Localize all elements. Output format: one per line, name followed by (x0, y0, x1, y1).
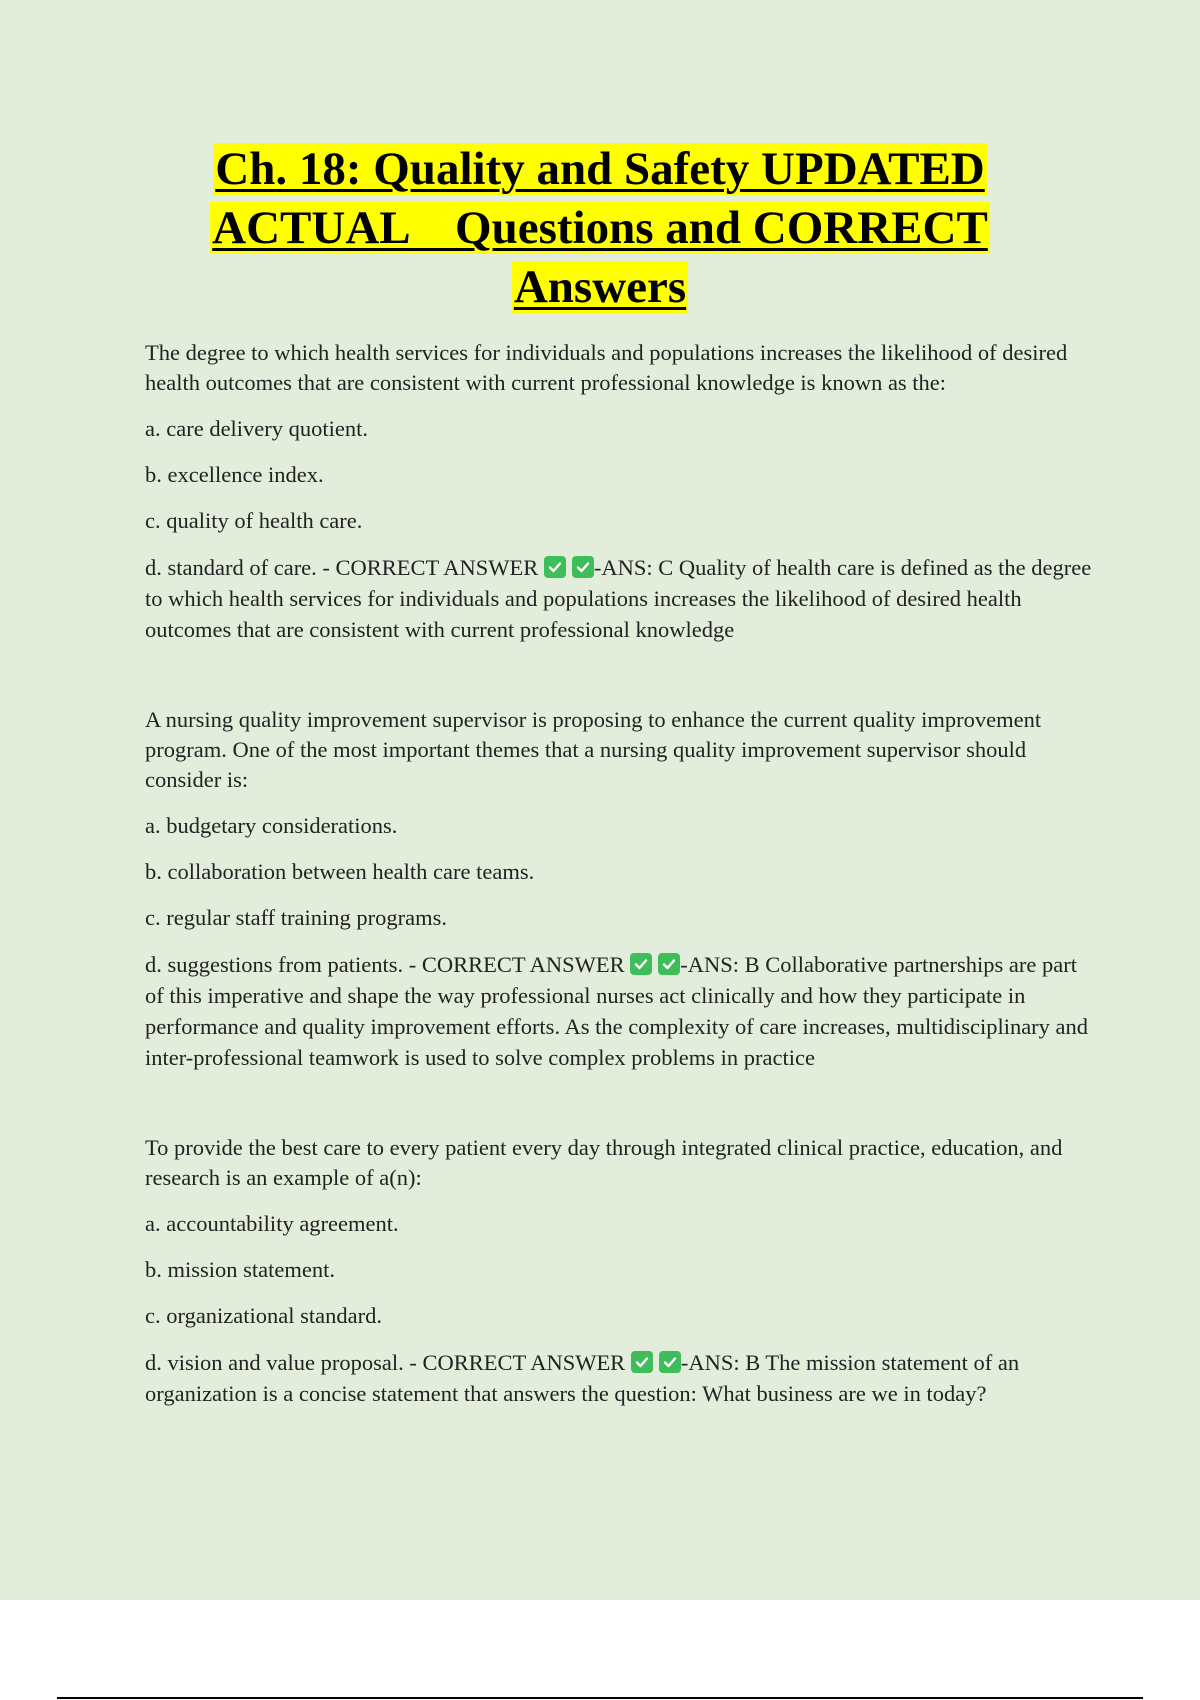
question-block (145, 338, 1095, 645)
option-d: d. standard of care. - CORRECT ANSWER (145, 555, 539, 580)
option-a: a. budgetary considerations. (145, 813, 398, 838)
title-line-2: ACTUAL Questions and CORRECT (212, 202, 988, 254)
question-stem: To provide the best care to every patient every day through integrated clinical practice, education, and research is an example of a(n): (145, 1135, 1063, 1190)
check-mark-icon (572, 556, 594, 578)
title-line-3: Answers (513, 261, 687, 313)
answer-explanation: -ANS: B The mission statement of an organization is a concise statement that answers the question: What business are we in today? (145, 1350, 1020, 1406)
title-line-1: Ch. 18: Quality and Safety UPDATED (215, 143, 985, 195)
answer-explanation: -ANS: C Quality of health care is defined as the degree to which health services for individuals and populations increases the likelihood of desired health outcomes that are consistent with current professional knowledge (145, 555, 1092, 642)
question-stem: The degree to which health services for individuals and populations increases the likelihood of desired health outcomes that are consistent with current professional knowledge is known as the: (145, 340, 1068, 395)
option-d: d. vision and value proposal. - CORRECT ANSWER (145, 1350, 626, 1375)
check-mark-icon (630, 953, 652, 975)
question-stem: A nursing quality improvement supervisor is proposing to enhance the current quality improvement program. One of the most important themes that a nursing quality improvement supervisor should consider is: (145, 707, 1042, 792)
option-d-with-answer (145, 552, 1095, 645)
check-mark-icon (631, 1351, 653, 1373)
option-d: d. suggestions from patients. - CORRECT ANSWER (145, 952, 625, 977)
option-a: a. accountability agreement. (145, 1211, 399, 1236)
option-c: c. organizational standard. (145, 1303, 382, 1328)
answer-explanation: -ANS: B Collaborative partnerships are part of this imperative and shape the way professional nurses act clinically and how they participate in performance and quality improvement efforts. As the complexity of care increases, multidisciplinary and inter-professional teamwork is used to solve complex problems in practice (145, 952, 1089, 1070)
question-block (145, 705, 1095, 1073)
check-mark-icon (659, 1351, 681, 1373)
option-a: a. care delivery quotient. (145, 416, 369, 441)
option-b: b. excellence index. (145, 462, 324, 487)
check-mark-icon (544, 556, 566, 578)
option-d-with-answer (145, 949, 1095, 1073)
questions-list (145, 338, 1095, 1469)
footer-divider (57, 1697, 1143, 1699)
check-mark-icon (658, 953, 680, 975)
option-b: b. collaboration between health care teams. (145, 859, 535, 884)
option-c: c. quality of health care. (145, 508, 363, 533)
option-b: b. mission statement. (145, 1257, 335, 1282)
document-title (0, 140, 1200, 317)
option-d-with-answer (145, 1347, 1095, 1409)
option-c: c. regular staff training programs. (145, 905, 447, 930)
question-block (145, 1133, 1095, 1409)
